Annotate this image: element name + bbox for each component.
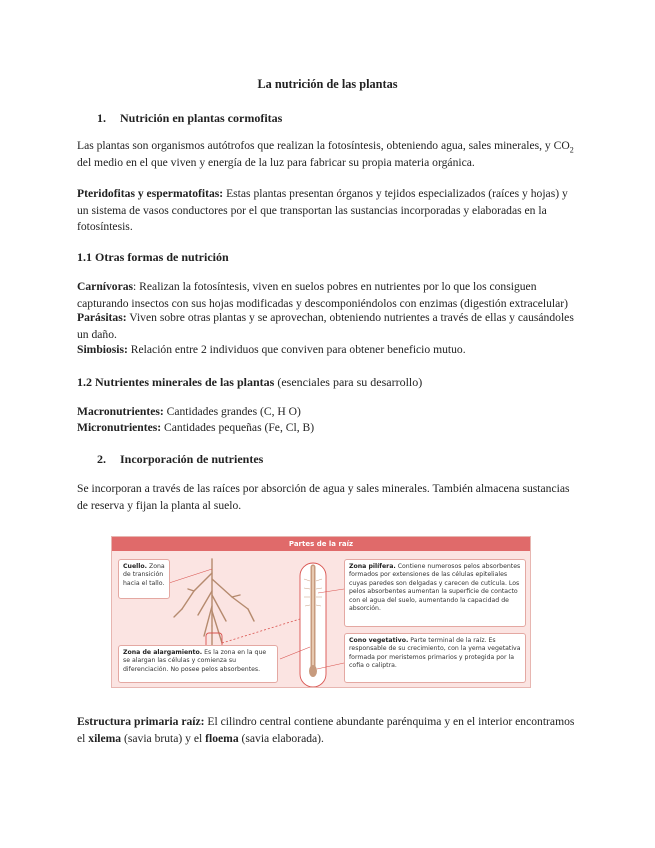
estructura-text-3: (savia elaborada). (238, 731, 324, 745)
simbiosis-text: Relación entre 2 individuos que conviven para obtener beneficio mutuo. (127, 343, 466, 356)
document-title: La nutrición de las plantas (257, 77, 398, 91)
macro-term: Macronutrientes: (77, 405, 164, 418)
section-1-title: Nutrición en plantas cormofitas (120, 111, 283, 125)
micro-text: Cantidades pequeñas (Fe, Cl, B) (161, 421, 315, 434)
section-1-1-heading: 1.1 Otras formas de nutrición (77, 250, 229, 264)
parasitas-paragraph (77, 310, 582, 343)
cuello-text: Zona de transición hacia el tallo. (123, 563, 165, 587)
carnivoras-paragraph (77, 279, 582, 312)
cuello-title: Cuello. (123, 563, 147, 570)
carnivoras-text: : Realizan la fotosíntesis, viven en suelos pobres en nutrientes por lo que los consiguen capturando insectos con sus hojas modificadas y descomponiéndolos con enzimas (digestión extracelular) (77, 280, 568, 310)
section-1-number: 1. (97, 111, 106, 125)
pteridofitas-term: Pteridofitas y espermatofitas: (77, 187, 224, 200)
root-system-drawing (174, 559, 254, 647)
zona-pilifera-title: Zona pilífera. (349, 563, 396, 570)
estructura-term: Estructura primaria raíz: (77, 715, 205, 728)
parasitas-term: Parásitas: (77, 311, 127, 324)
carnivoras-term: Carnívoras (77, 280, 134, 293)
floema-term: floema (205, 731, 239, 745)
section-2-title: Incorporación de nutrientes (120, 452, 264, 466)
estructura-text-1: El cilindro central contiene abundante parénquima y en el interior encontramos el (77, 715, 575, 745)
micronutrientes-line (77, 420, 582, 437)
section-2-heading (97, 451, 263, 468)
incorporacion-paragraph: Se incorporan a través de las raíces por absorción de agua y sales minerales. También almacena sustancias de reserva y fijan la planta al suelo. (77, 482, 570, 512)
root-parts-figure (111, 536, 531, 688)
zona-alargamiento-title: Zona de alargamiento. (123, 649, 203, 656)
zona-alargamiento-text: Es la zona en la que se alargan las células y comienza su diferenciación. No posee pelos absorbentes. (123, 649, 267, 673)
intro-text-b: del medio en el que viven y energía de la luz para fabricar su propia materia orgánica. (77, 155, 475, 169)
section-1-2-note: (esenciales para su desarrollo) (274, 375, 423, 389)
zona-pilifera-label (344, 559, 526, 627)
estructura-paragraph (77, 714, 582, 747)
co2-subscript: 2 (569, 145, 574, 155)
estructura-text-2: (savia bruta) y el (121, 731, 206, 745)
cono-vegetativo-label (344, 633, 526, 683)
cono-vegetativo-text: Parte terminal de la raíz. Es responsable de su crecimiento, con la yema vegetativa formada por meristemos primarios y protegida por la cofia o caliptra. (349, 637, 521, 670)
zoom-connector (222, 619, 300, 643)
zona-pilifera-text: Contiene numerosos pelos absorbentes formados por extensiones de las células epiteliales cuyas paredes son delgadas y carecen de cutícula. Los pelos absorbentes aumentan la superficie de contacto con el agua del suelo, aumentando la capacidad de absorción. (349, 563, 521, 613)
xilema-term: xilema (88, 731, 122, 745)
cono-vegetativo-title: Cono vegetativo. (349, 637, 409, 644)
intro-paragraph (77, 138, 582, 171)
micro-term: Micronutrientes: (77, 421, 162, 434)
zona-alargamiento-label (118, 645, 278, 683)
section-1-heading (97, 110, 282, 127)
simbiosis-term: Simbiosis: (77, 343, 128, 356)
intro-text-a: Las plantas son organismos autótrofos que realizan la fotosíntesis, obteniendo agua, sales minerales, y CO (77, 139, 570, 152)
cuello-label (118, 559, 170, 599)
figure-header: Partes de la raíz (112, 537, 530, 551)
simbiosis-paragraph (77, 342, 582, 359)
section-2-number: 2. (97, 452, 106, 466)
root-cap (309, 665, 317, 677)
section-1-2-title: 1.2 Nutrientes minerales de las plantas (77, 375, 275, 389)
parasitas-text: Viven sobre otras plantas y se aprovechan, obteniendo nutrientes a través de ellas y causándoles un daño. (77, 311, 574, 341)
macronutrientes-line (77, 404, 582, 421)
pteridofitas-paragraph (77, 186, 582, 236)
macro-text: Cantidades grandes (C, H O) (163, 405, 301, 418)
section-1-2-heading (77, 374, 422, 391)
pteridofitas-text: Estas plantas presentan órganos y tejidos especializados (raíces y hojas) y un sistema de vasos conductores por el que transportan las sustancias incorporadas y elaboradas en la fotosíntesis. (77, 187, 568, 233)
